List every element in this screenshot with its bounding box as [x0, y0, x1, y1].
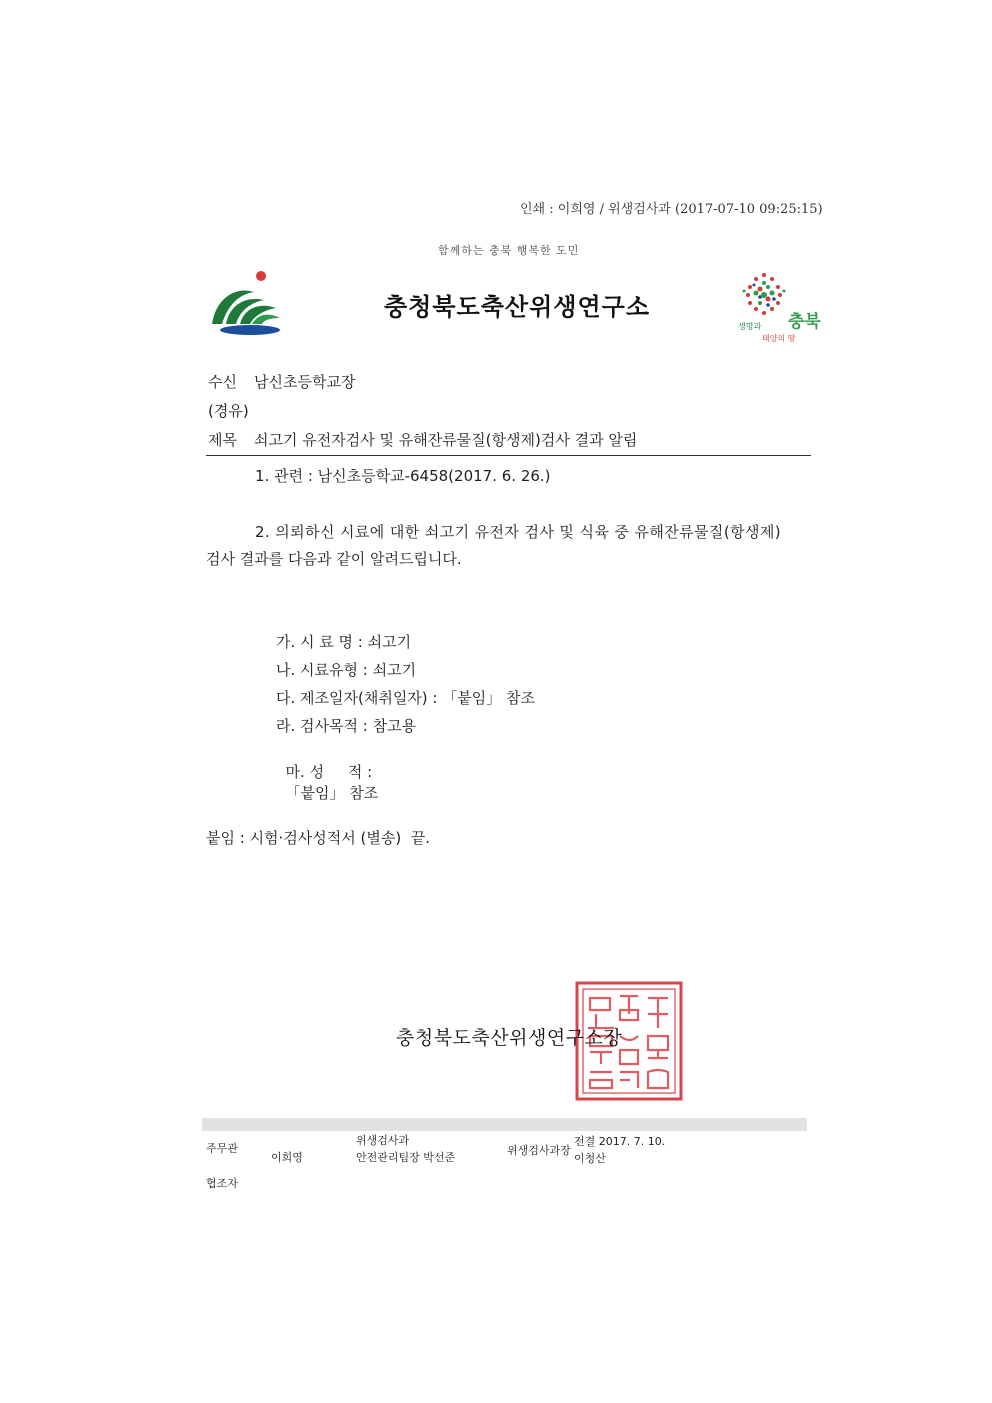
approval-header-bar: [202, 1118, 807, 1131]
paragraph-main-line1: 2. 의뢰하신 시료에 대한 쇠고기 유전자 검사 및 식육 중 유해잔류물질(항생제): [255, 523, 781, 541]
recipient-label: 수신: [208, 373, 237, 391]
decision-date: 전결 2017. 7. 10.: [574, 1135, 666, 1148]
slogan: 함께하는 충북 행복한 도민: [438, 244, 580, 257]
right-logo-sub1: 생명과: [738, 322, 762, 331]
item-sample-type: [276, 659, 416, 680]
cooperator-label: 협조자: [206, 1177, 238, 1190]
right-logo-text: 충북: [788, 312, 821, 332]
department-line2: 안전관리팀장 박선준: [356, 1151, 456, 1164]
chungbuk-logo: [206, 268, 284, 338]
recipient-value: 남신초등학교장: [254, 373, 356, 391]
item-value: 「붙임」 참조: [442, 689, 535, 707]
signer-title: 충청북도축산위생연구소장: [396, 1027, 623, 1049]
item-label: 라. 검사목적 :: [276, 717, 368, 735]
item-value: 참고용: [372, 717, 417, 735]
item-label: 가. 시 료 명 :: [276, 633, 363, 651]
paragraph-main-line2: 검사 결과를 다음과 같이 알려드립니다.: [206, 550, 462, 568]
chief-label: 위생검사과장: [507, 1144, 571, 1157]
subject-value: 쇠고기 유전자검사 및 유해잔류물질(항생제)검사 결과 알림: [254, 431, 638, 449]
item-sample-name: [276, 631, 411, 652]
item-label: 나. 시료유형 :: [276, 661, 368, 679]
supervisor-name: 이희영: [271, 1151, 303, 1164]
item-label: 다. 제조일자(채취일자) :: [276, 689, 438, 707]
item-value: 쇠고기: [372, 661, 417, 679]
department-line1: 위생검사과: [356, 1134, 410, 1147]
item-value: 쇠고기: [367, 633, 412, 651]
supervisor-label: 주무관: [206, 1142, 238, 1155]
subject-divider: [206, 455, 811, 456]
organization-title: 충청북도축산위생연구소: [384, 293, 651, 321]
subject-label: 제목: [208, 431, 237, 449]
item-manufacture-date: [276, 687, 535, 708]
right-logo-sub2: 태양의 땅: [762, 334, 796, 343]
item-result: [276, 743, 378, 803]
attachment-note: 붙임 : 시험·검사성적서 (별송) 끝.: [206, 829, 431, 847]
via-label: (경유): [208, 402, 249, 420]
chungbuk-slogan-logo: [734, 265, 821, 347]
chief-name: 이청산: [574, 1152, 606, 1165]
item-value: 「붙임」 참조: [285, 784, 379, 802]
print-info: 인쇄 : 이희영 / 위생검사과 (2017-07-10 09:25:15): [520, 202, 823, 217]
paragraph-related: 1. 관련 : 남신초등학교-6458(2017. 6. 26.): [255, 467, 551, 485]
item-label: 마. 성 적 :: [285, 763, 373, 781]
item-purpose: [276, 715, 416, 736]
